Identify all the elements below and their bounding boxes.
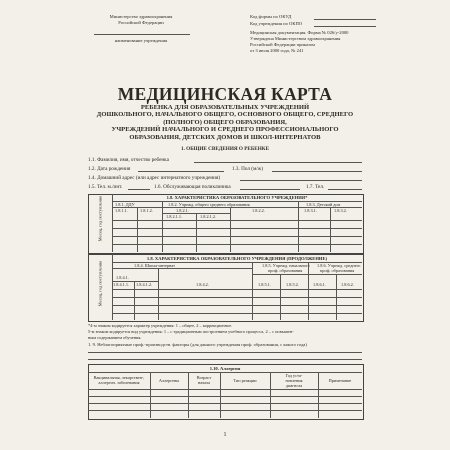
cell-1-8-4-2: 1.8.4.2. — [196, 282, 209, 287]
doc-line-3: Российской Федерации приказом — [250, 42, 315, 47]
col-1-8-6-b: проф. образования — [320, 268, 355, 273]
okpo-label: Код учреждения по ОКПО — [250, 21, 303, 26]
cell-1-8-4-1: 1.8.4.1. — [116, 275, 129, 280]
field-1-4-line[interactable] — [240, 180, 362, 181]
subtitle-line-2: ДОШКОЛЬНОГО, НАЧАЛЬНОГО ОБЩЕГО, ОСНОВНОГО ОБЩЕГО, СРЕДНЕГО — [96, 111, 354, 119]
field-1-7-line[interactable] — [328, 189, 362, 190]
note-3: ным содержанием обучения. — [88, 335, 142, 340]
subtitle-line-1: РЕБЕНКА ДЛЯ ОБРАЗОВАТЕЛЬНЫХ УЧРЕЖДЕНИЙ — [140, 104, 310, 111]
col-1-8-6: 1.8.6. Учрежд. среднего — [317, 263, 361, 268]
field-1-9-line[interactable] — [88, 352, 362, 353]
field-1-1-line[interactable] — [194, 162, 362, 163]
cell-1-8-6-1: 1.8.6.1. — [313, 282, 326, 287]
table-1-8-side-label: Месяц, год поступления — [97, 195, 103, 242]
cell-1-8-1-2: 1.8.1.2. — [140, 208, 153, 213]
page-number: 1 — [223, 432, 227, 438]
ministry-line-1: Министерство здравоохранения — [109, 14, 173, 19]
field-1-9-label: 1. 9. Неблагоприятные проф.-производств. факторы (для данного учреждения проф. образования, с какого года) — [88, 342, 307, 347]
col-1-8-3: 1.8.3. Детский дом — [306, 202, 341, 207]
section-1-heading: 1. ОБЩИЕ СВЕДЕНИЯ О РЕБЕНКЕ — [180, 146, 270, 152]
field-1-3-label: 1.3. Пол (м/ж) — [232, 166, 263, 172]
cell-1-8-2-2: 1.8.2.2. — [252, 208, 265, 213]
document-title: МЕДИЦИНСКАЯ КАРТА — [117, 84, 333, 104]
col-1-8-2: 1.8.2. Учрежд. общего среднего образования — [168, 202, 250, 207]
doc-line-1: Медицинская документация. Форма № 026/у-2000 — [250, 30, 349, 35]
field-1-1-label: 1.1. Фамилия, имя, отчество ребенка — [88, 157, 169, 163]
cell-1-8-4-1-2: 1.8.4.1.2. — [136, 282, 153, 287]
table-1-10-header: 1.10. Аллергия — [209, 366, 241, 371]
col-reaction-type: Тип реакции — [233, 378, 257, 383]
institution-line — [94, 34, 190, 35]
field-1-5-label: 1.5. Тел. м./инт. — [88, 184, 123, 190]
note-2: 5-м знаком кодируется вид учреждения: 1 – с традиционным построением учебного процесса, 2 – с повышен- — [88, 329, 294, 334]
field-1-5-line[interactable] — [128, 189, 150, 190]
document-subtitle — [70, 104, 380, 141]
cell-1-8-4-1-1: 1.8.4.1.1. — [113, 282, 130, 287]
subtitle-line-3: (ПОЛНОГО) ОБЩЕГО ОБРАЗОВАНИЯ, — [163, 118, 287, 126]
cell-1-8-2-1-2: 1.8.2.1.2. — [200, 214, 217, 219]
institution-caption: наименование учреждения — [114, 38, 168, 43]
col-age-onset: Возраст начала — [196, 375, 212, 385]
cell-1-8-3-2: 1.8.3.2. — [334, 208, 347, 213]
cell-1-8-6-2: 1.8.6.2. — [341, 282, 354, 287]
col-diagnosis-year: Год уста- новления диагноза — [285, 373, 303, 388]
cell-1-8-5-1: 1.8.5.1. — [258, 282, 271, 287]
field-1-4-label: 1.4. Домашний адрес (или адрес интернатного учреждения) — [88, 175, 221, 181]
field-1-9-line-2[interactable] — [88, 359, 362, 360]
ministry-line-2: Российской Федерации — [118, 20, 164, 25]
doc-line-2: Утверждена Министерством здравоохранения — [250, 36, 341, 41]
cell-1-8-1-1: 1.8.1.1. — [115, 208, 128, 213]
okud-line — [314, 19, 376, 20]
okpo-line — [314, 26, 376, 27]
field-1-7-label: 1.7. Тел. — [306, 184, 325, 190]
note-1: *4-м знаком кодируется характер учреждения: 1 – общее, 2 – коррекционное. — [88, 323, 233, 328]
field-1-6-line[interactable] — [240, 189, 300, 190]
col-note: Примечание — [328, 378, 352, 383]
col-1-8-4: 1.8.4. Школа-интернат — [134, 263, 176, 268]
col-allergens: Аллергены — [158, 378, 180, 383]
table-1-8c-side-label: Месяц, год поступления — [97, 260, 103, 307]
subtitle-line-5: ОБРАЗОВАНИЯ, ДЕТСКИХ ДОМОВ И ШКОЛ-ИНТЕРНАТОВ — [129, 133, 321, 141]
col-1-8-5: 1.8.5. Учрежд. начального — [262, 263, 310, 268]
subtitle-line-4: УЧРЕЖДЕНИЙ НАЧАЛЬНОГО И СРЕДНЕГО ПРОФЕССИОНАЛЬНОГО — [111, 126, 339, 134]
cell-1-8-5-2: 1.8.5.2. — [286, 282, 299, 287]
table-1-8c-header: 1.8. ХАРАКТЕРИСТИКА ОБРАЗОВАТЕЛЬНОГО УЧРЕЖДЕНИЯ (ПРОДОЛЖЕНИЕ) — [146, 256, 328, 261]
okud-label: Код формы по ОКУД — [250, 14, 292, 19]
cell-1-8-2-1: 1.8.2.1. — [176, 208, 189, 213]
col-1-8-1: 1.8.1. ДДУ — [115, 202, 135, 207]
field-1-2-label: 1.2. Дата рождения — [88, 166, 131, 172]
field-1-2-line[interactable] — [138, 171, 224, 172]
field-1-6-label: 1.6. Обслуживающая поликлиника — [154, 184, 231, 190]
doc-line-4: от 3 июля 2000 года, № 241 — [250, 48, 304, 53]
col-allergy-kind: Вакцинальная, лекарствен-, аллергич. заболевания — [93, 375, 145, 385]
cell-1-8-3-1: 1.8.3.1. — [304, 208, 317, 213]
table-1-8-header: 1.8. ХАРАКТЕРИСТИКА ОБРАЗОВАТЕЛЬНОГО УЧРЕЖДЕНИЯ* — [166, 195, 308, 200]
cell-1-8-2-1-1: 1.8.2.1.1. — [166, 214, 183, 219]
field-1-3-line[interactable] — [272, 171, 362, 172]
col-1-8-5-b: проф. образования — [268, 268, 303, 273]
